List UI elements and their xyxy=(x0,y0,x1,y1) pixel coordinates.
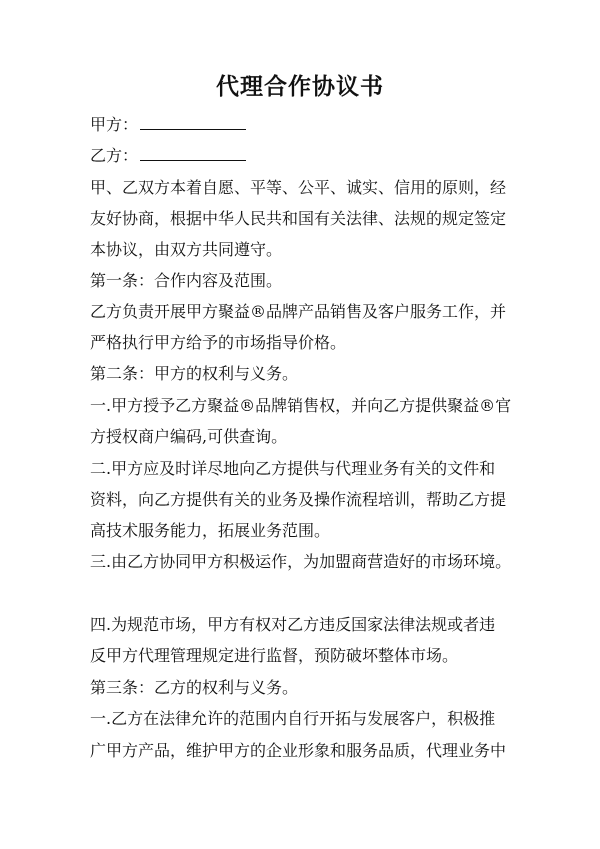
document-title: 代理合作协议书 xyxy=(216,73,384,100)
party-a-label: 甲方： xyxy=(90,115,139,134)
party-a-line xyxy=(90,114,246,136)
text-line: 乙方负责开展甲方聚益®品牌产品销售及客户服务工作，并 xyxy=(90,302,507,321)
text-line: 三.由乙方协同甲方积极运作，为加盟商营造好的市场环境。 xyxy=(90,552,512,571)
article-heading: 第一条：合作内容及范围。 xyxy=(90,271,283,290)
article-heading: 第二条：甲方的权利与义务。 xyxy=(90,364,299,383)
party-b-blank xyxy=(140,146,246,161)
text-line: 高技术服务能力，拓展业务范围。 xyxy=(90,521,331,540)
text-line: 反甲方代理管理规定进行监督，预防破坏整体市场。 xyxy=(90,646,459,665)
text-line: 四.为规范市场，甲方有权对乙方违反国家法律法规或者违 xyxy=(90,615,496,634)
text-line: 一.乙方在法律允许的范围内自行开拓与发展客户，积极推 xyxy=(90,709,496,728)
text-line: 甲、乙双方本着自愿、平等、公平、诚实、信用的原则，经 xyxy=(90,178,507,197)
party-b-label: 乙方： xyxy=(90,146,139,165)
text-line: 一.甲方授予乙方聚益®品牌销售权，并向乙方提供聚益®官 xyxy=(90,396,512,415)
text-line: 二.甲方应及时详尽地向乙方提供与代理业务有关的文件和 xyxy=(90,459,496,478)
text-line: 本协议，由双方共同遵守。 xyxy=(90,240,283,259)
party-a-blank xyxy=(140,115,246,130)
text-line: 严格执行甲方给予的市场指导价格。 xyxy=(90,333,347,352)
text-line: 资料，向乙方提供有关的业务及操作流程培训，帮助乙方提 xyxy=(90,490,507,509)
text-line: 广甲方产品，维护甲方的企业形象和服务品质，代理业务中 xyxy=(90,741,507,760)
text-line: 方授权商户编码,可供查询。 xyxy=(90,427,288,446)
party-b-line xyxy=(90,145,246,167)
article-heading: 第三条：乙方的权利与义务。 xyxy=(90,678,299,697)
text-line: 友好协商，根据中华人民共和国有关法律、法规的规定签定 xyxy=(90,209,507,228)
